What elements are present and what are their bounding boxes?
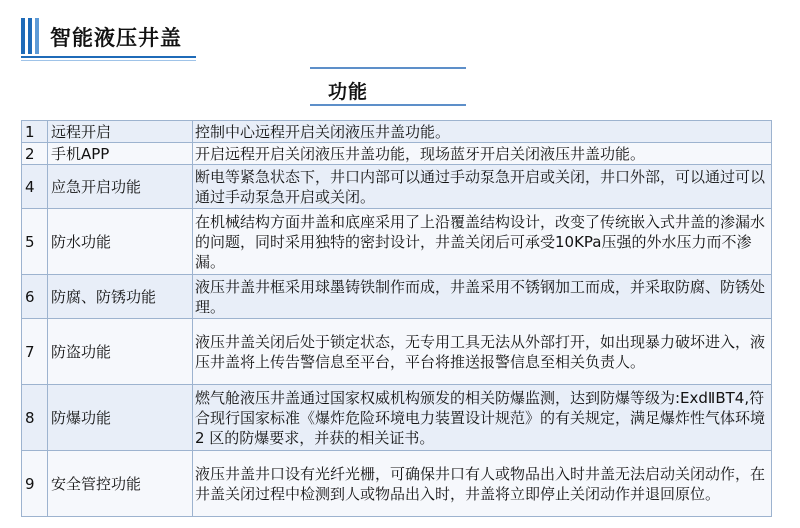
- feature-name: 远程开启: [48, 121, 193, 143]
- feature-name: 防水功能: [48, 209, 193, 275]
- section-title-underline: [310, 104, 466, 106]
- title-underline: [21, 56, 196, 58]
- feature-description: 液压井盖关闭后处于锁定状态，无专用工具无法从外部打开，如出现暴力破坏进入，液压井盖将上传告警信息至平台，平台将推送报警信息至相关负责人。: [193, 319, 772, 385]
- row-number: 2: [22, 143, 48, 165]
- feature-description: 液压井盖井口设有光纤光栅，可确保井口有人或物品出入时井盖无法启动关闭动作，在井盖关闭过程中检测到人或物品出入时，井盖将立即停止关闭动作并退回原位。: [193, 451, 772, 517]
- page-title: 智能液压井盖: [50, 26, 182, 50]
- section-title-topline: [310, 67, 466, 69]
- feature-description: 控制中心远程开启关闭液压井盖功能。: [193, 121, 772, 143]
- row-number: 1: [22, 121, 48, 143]
- row-number: 5: [22, 209, 48, 275]
- title-accent-bars: [21, 18, 45, 54]
- row-number: 9: [22, 451, 48, 517]
- feature-name: 防腐、防锈功能: [48, 275, 193, 319]
- feature-name: 手机APP: [48, 143, 193, 165]
- row-number: 8: [22, 385, 48, 451]
- table-row: [22, 385, 772, 451]
- feature-name: 防爆功能: [48, 385, 193, 451]
- row-number: 7: [22, 319, 48, 385]
- title-underline-light: [21, 60, 196, 61]
- table-row: [22, 209, 772, 275]
- feature-description: 燃气舱液压井盖通过国家权威机构颁发的相关防爆监测，达到防爆等级为:ExdⅡBT4,符合现行国家标准《爆炸危险环境电力装置设计规范》的有关规定，满足爆炸性气体环境 2 区的防爆要求，并获的相关证书。: [193, 385, 772, 451]
- table-row: [22, 121, 772, 143]
- feature-name: 防盗功能: [48, 319, 193, 385]
- feature-description: 在机械结构方面井盖和底座采用了上沿覆盖结构设计，改变了传统嵌入式井盖的渗漏水的问题，同时采用独特的密封设计，井盖关闭后可承受10KPa压强的外水压力而不渗漏。: [193, 209, 772, 275]
- table-row: [22, 143, 772, 165]
- feature-description: 开启远程开启关闭液压井盖功能，现场蓝牙开启关闭液压井盖功能。: [193, 143, 772, 165]
- table-row: [22, 275, 772, 319]
- feature-description: 液压井盖井框采用球墨铸铁制作而成，井盖采用不锈钢加工而成，并采取防腐、防锈处理。: [193, 275, 772, 319]
- table-row: [22, 165, 772, 209]
- feature-name: 安全管控功能: [48, 451, 193, 517]
- table-row: [22, 451, 772, 517]
- table-row: [22, 319, 772, 385]
- feature-description: 断电等紧急状态下，井口内部可以通过手动泵急开启或关闭，井口外部，可以通过可以通过手动泵急开启或关闭。: [193, 165, 772, 209]
- row-number: 4: [22, 165, 48, 209]
- features-table: [21, 120, 772, 517]
- feature-name: 应急开启功能: [48, 165, 193, 209]
- row-number: 6: [22, 275, 48, 319]
- section-title: 功能: [328, 81, 369, 103]
